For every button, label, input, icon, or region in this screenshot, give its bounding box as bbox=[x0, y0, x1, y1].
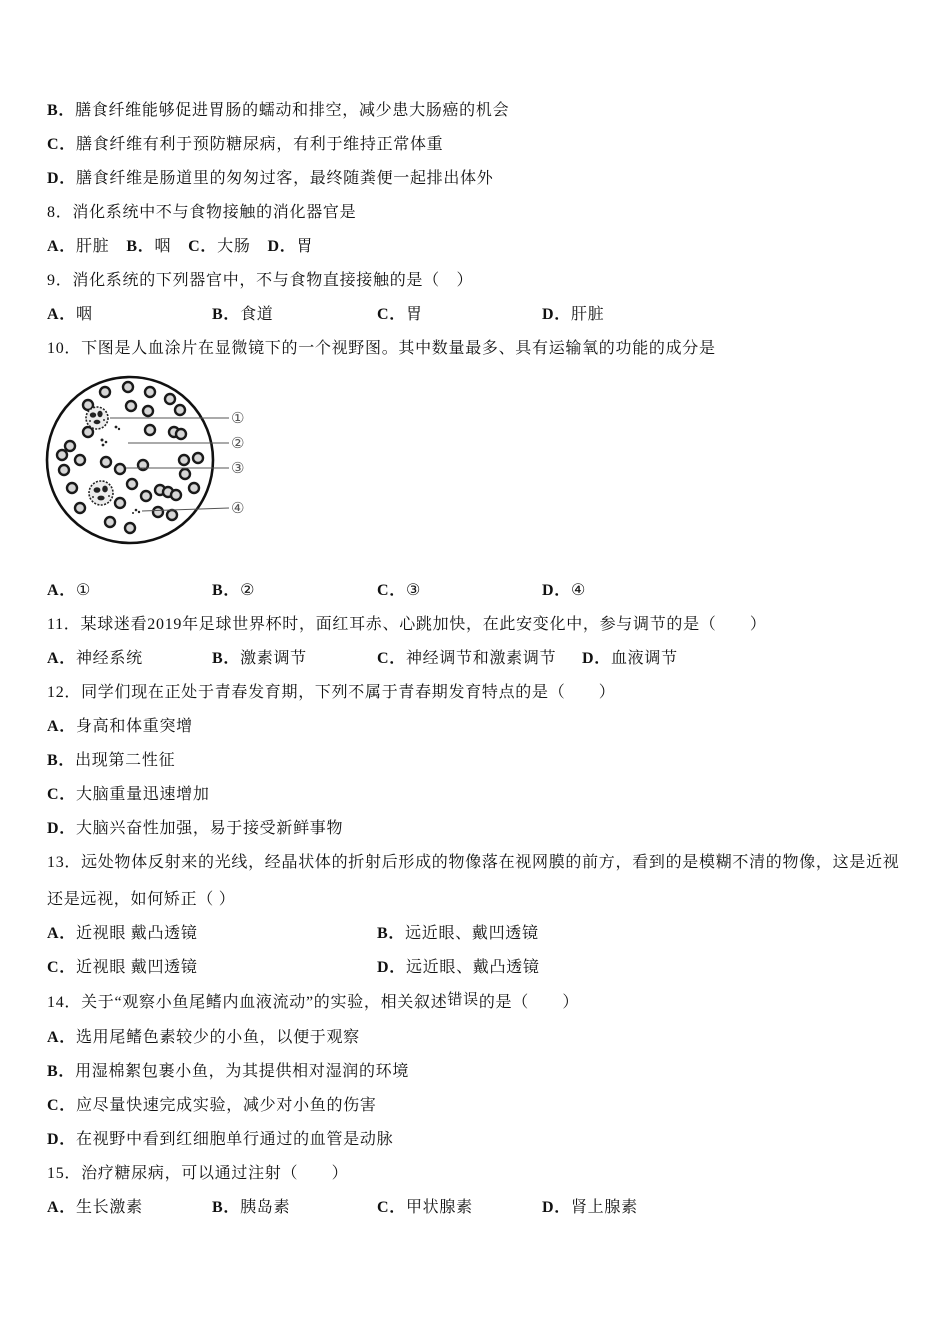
q9-stem: 9．消化系统的下列器官中，不与食物直接接触的是（ ） bbox=[47, 272, 474, 289]
option-label: D． bbox=[267, 238, 297, 255]
option-label: A． bbox=[47, 1199, 76, 1216]
q9-option-a bbox=[47, 305, 93, 325]
white-blood-cell-nucleus bbox=[94, 487, 101, 493]
option-text: ② bbox=[240, 582, 256, 599]
red-blood-cell bbox=[171, 490, 181, 500]
figure-label-4: ④ bbox=[231, 499, 245, 517]
option-label: B． bbox=[212, 1199, 241, 1216]
option-text: 身高和体重突增 bbox=[75, 718, 193, 735]
q15-option-c bbox=[377, 1198, 473, 1218]
q11-stem: 11．某球迷看2019年足球世界杯时，面红耳赤、心跳加快，在此安变化中，参与调节的是（ ） bbox=[47, 616, 767, 633]
option-label: B． bbox=[47, 1063, 76, 1080]
option-text: 膳食纤维是肠道里的匆匆过客，最终随粪便一起排出体外 bbox=[75, 170, 494, 187]
q12-option-c bbox=[47, 785, 210, 805]
option-text: 大脑重量迅速增加 bbox=[75, 786, 210, 803]
q10-option-b bbox=[212, 581, 255, 601]
option-label: B． bbox=[212, 650, 241, 667]
q15-option-d bbox=[542, 1198, 638, 1218]
option-text: 生长激素 bbox=[75, 1199, 143, 1216]
white-blood-cell-nucleus bbox=[102, 486, 108, 493]
option-text: ① bbox=[75, 582, 92, 599]
option-label: C． bbox=[47, 959, 76, 976]
option-label: A． bbox=[47, 925, 76, 942]
q10-option-a bbox=[47, 581, 91, 601]
figure-label-2: ② bbox=[231, 434, 245, 452]
granule bbox=[103, 419, 105, 421]
option-label: A． bbox=[47, 1029, 76, 1046]
option-label: D． bbox=[47, 170, 76, 187]
option-text: ④ bbox=[570, 582, 587, 599]
red-blood-cell bbox=[83, 427, 93, 437]
q10-option-c bbox=[377, 581, 421, 601]
option-label: A． bbox=[47, 238, 76, 255]
q14-stem bbox=[47, 992, 579, 1013]
option-text: 胃 bbox=[405, 306, 423, 323]
granule bbox=[108, 495, 110, 497]
q14-option-c bbox=[47, 1096, 377, 1116]
option-text: 膳食纤维能够促进胃肠的蠕动和排空，减少患大肠癌的机会 bbox=[75, 102, 510, 119]
option-label: C． bbox=[377, 306, 406, 323]
platelet bbox=[132, 512, 134, 514]
option-text: ③ bbox=[405, 582, 422, 599]
q13-stem-line1: 13．远处物体反射来的光线，经晶状体的折射后形成的物像落在视网膜的前方，看到的是模糊不清的物像，这是近视 bbox=[47, 854, 900, 871]
red-blood-cell bbox=[145, 387, 155, 397]
option-text: 近视眼 戴凸透镜 bbox=[75, 925, 198, 942]
option-label: C． bbox=[47, 136, 76, 153]
white-blood-cell-nucleus bbox=[94, 420, 101, 424]
platelet bbox=[135, 509, 138, 512]
red-blood-cell bbox=[126, 401, 136, 411]
option-label: B． bbox=[377, 925, 406, 942]
granule bbox=[92, 496, 94, 498]
q14-stem-post: 的是（ ） bbox=[478, 994, 580, 1011]
option-label: A． bbox=[47, 306, 76, 323]
q11-option-b bbox=[212, 649, 307, 669]
option-label: B． bbox=[47, 752, 76, 769]
granule bbox=[89, 420, 91, 422]
q10-option-d bbox=[542, 581, 586, 601]
red-blood-cell bbox=[165, 394, 175, 404]
option-label: C． bbox=[47, 1097, 76, 1114]
option-label: A． bbox=[47, 718, 76, 735]
platelet bbox=[102, 444, 105, 447]
option-text: 大肠 bbox=[217, 238, 251, 255]
q13-option-a bbox=[47, 924, 198, 944]
option-label: B． bbox=[126, 238, 155, 255]
q14-option-b bbox=[47, 1062, 409, 1082]
option-text: 肝脏 bbox=[570, 306, 605, 323]
option-text: 神经调节和激素调节 bbox=[405, 650, 557, 667]
option-text: 应尽量快速完成实验，减少对小鱼的伤害 bbox=[75, 1097, 377, 1114]
q11-option-a bbox=[47, 649, 143, 669]
option-text: 膳食纤维有利于预防糖尿病，有利于维持正常体重 bbox=[75, 136, 444, 153]
red-blood-cell bbox=[127, 479, 137, 489]
option-label: C． bbox=[188, 238, 218, 255]
option-label: D． bbox=[377, 959, 406, 976]
option-text: 咽 bbox=[154, 238, 172, 255]
q13-option-b bbox=[377, 924, 539, 944]
q12-stem: 12．同学们现在正处于青春发育期，下列不属于青春期发育特点的是（ ） bbox=[47, 684, 616, 701]
red-blood-cell bbox=[75, 503, 85, 513]
option-text: 远近眼、戴凸透镜 bbox=[405, 959, 540, 976]
white-blood-cell-membrane bbox=[89, 481, 113, 505]
figure-label-3: ③ bbox=[231, 459, 245, 477]
option-text: 胰岛素 bbox=[240, 1199, 291, 1216]
option-label: D． bbox=[542, 306, 571, 323]
white-blood-cell-nucleus bbox=[97, 411, 102, 417]
option-text: 胃 bbox=[296, 238, 314, 255]
white-blood-cell-membrane bbox=[86, 407, 108, 429]
q9-option-b bbox=[212, 305, 273, 325]
option-label: A． bbox=[47, 650, 76, 667]
option-label: B． bbox=[47, 102, 76, 119]
red-blood-cell bbox=[115, 464, 125, 474]
white-blood-cell-nucleus bbox=[90, 412, 96, 417]
q15-stem: 15．治疗糖尿病，可以通过注射（ ） bbox=[47, 1165, 349, 1182]
option-label: C． bbox=[47, 786, 76, 803]
q12-option-b bbox=[47, 751, 175, 771]
red-blood-cell bbox=[193, 453, 203, 463]
red-blood-cell bbox=[189, 483, 199, 493]
q13-stem-line2: 还是远视，如何矫正（ ） bbox=[47, 891, 236, 908]
option-text: 血液调节 bbox=[610, 650, 678, 667]
option-text: 选用尾鳍色素较少的小鱼，以便于观察 bbox=[75, 1029, 360, 1046]
q15-option-b bbox=[212, 1198, 290, 1218]
red-blood-cell bbox=[176, 429, 186, 439]
q13-option-c bbox=[47, 958, 198, 978]
q12-option-d bbox=[47, 819, 343, 839]
q15-option-a bbox=[47, 1198, 143, 1218]
option-label: A． bbox=[47, 582, 76, 599]
red-blood-cell bbox=[59, 465, 69, 475]
red-blood-cell bbox=[179, 455, 189, 465]
red-blood-cell bbox=[125, 523, 135, 533]
red-blood-cell bbox=[100, 387, 110, 397]
option-text: 肾上腺素 bbox=[570, 1199, 638, 1216]
q9-option-c bbox=[377, 305, 423, 325]
red-blood-cell bbox=[57, 450, 67, 460]
platelet bbox=[138, 511, 140, 513]
q11-option-d bbox=[582, 649, 678, 669]
q14-stem-pre: 14．关于“观察小鱼尾鳍内血液流动”的实验，相关叙述 bbox=[47, 994, 448, 1011]
option-text: 甲状腺素 bbox=[405, 1199, 473, 1216]
option-label: D． bbox=[542, 582, 571, 599]
red-blood-cell bbox=[105, 517, 115, 527]
option-label: C． bbox=[377, 582, 406, 599]
q13-option-d bbox=[377, 958, 540, 978]
q10-stem: 10．下图是人血涂片在显微镜下的一个视野图。其中数量最多、具有运输氧的功能的成分是 bbox=[47, 340, 716, 357]
option-label: B． bbox=[212, 306, 241, 323]
option-text: 激素调节 bbox=[240, 650, 307, 667]
q14-option-a bbox=[47, 1028, 360, 1048]
option-text: 近视眼 戴凹透镜 bbox=[75, 959, 198, 976]
option-text: 大脑兴奋性加强，易于接受新鲜事物 bbox=[75, 820, 344, 837]
option-text: 肝脏 bbox=[75, 238, 110, 255]
option-text: 咽 bbox=[75, 306, 93, 323]
red-blood-cell bbox=[167, 510, 177, 520]
red-blood-cell bbox=[180, 469, 190, 479]
option-label: D． bbox=[582, 650, 611, 667]
option-label: B． bbox=[212, 582, 241, 599]
q7-option-b bbox=[47, 101, 509, 121]
option-text: 出现第二性征 bbox=[75, 752, 176, 769]
option-label: D． bbox=[47, 820, 76, 837]
q7-option-d bbox=[47, 169, 493, 189]
figure-label-1: ① bbox=[231, 409, 245, 427]
red-blood-cell bbox=[115, 498, 125, 508]
option-text: 食道 bbox=[240, 306, 274, 323]
red-blood-cell bbox=[67, 483, 77, 493]
white-blood-cell-nucleus bbox=[97, 496, 104, 501]
option-label: D． bbox=[47, 1131, 76, 1148]
red-blood-cell bbox=[175, 405, 185, 415]
q7-option-c bbox=[47, 135, 443, 155]
platelet bbox=[115, 426, 118, 429]
red-blood-cell bbox=[123, 382, 133, 392]
option-label: C． bbox=[377, 650, 406, 667]
red-blood-cell bbox=[145, 425, 155, 435]
platelet bbox=[118, 428, 120, 430]
option-text: 用湿棉絮包裹小鱼，为其提供相对湿润的环境 bbox=[75, 1063, 410, 1080]
q9-option-d bbox=[542, 305, 604, 325]
option-text: 在视野中看到红细胞单行通过的血管是动脉 bbox=[75, 1131, 394, 1148]
red-blood-cell bbox=[153, 507, 163, 517]
white-blood-cell bbox=[89, 481, 113, 505]
option-text: 远近眼、戴凹透镜 bbox=[405, 925, 539, 942]
q12-option-a bbox=[47, 717, 193, 737]
platelet bbox=[105, 441, 108, 444]
q11-option-c bbox=[377, 649, 556, 669]
q14-stem-emphasis: 错误 bbox=[447, 990, 479, 1008]
red-blood-cell bbox=[141, 491, 151, 501]
option-label: C． bbox=[377, 1199, 406, 1216]
red-blood-cell bbox=[65, 441, 75, 451]
q8-stem: 8．消化系统中不与食物接触的消化器官是 bbox=[47, 204, 357, 221]
q8-options bbox=[47, 237, 313, 257]
red-blood-cell bbox=[101, 457, 111, 467]
red-blood-cell bbox=[75, 455, 85, 465]
q14-option-d bbox=[47, 1130, 393, 1150]
platelet bbox=[101, 439, 104, 442]
blood-smear-figure bbox=[40, 365, 260, 555]
white-blood-cell bbox=[86, 407, 108, 429]
option-text: 神经系统 bbox=[75, 650, 143, 667]
red-blood-cell bbox=[143, 406, 153, 416]
option-label: D． bbox=[542, 1199, 571, 1216]
